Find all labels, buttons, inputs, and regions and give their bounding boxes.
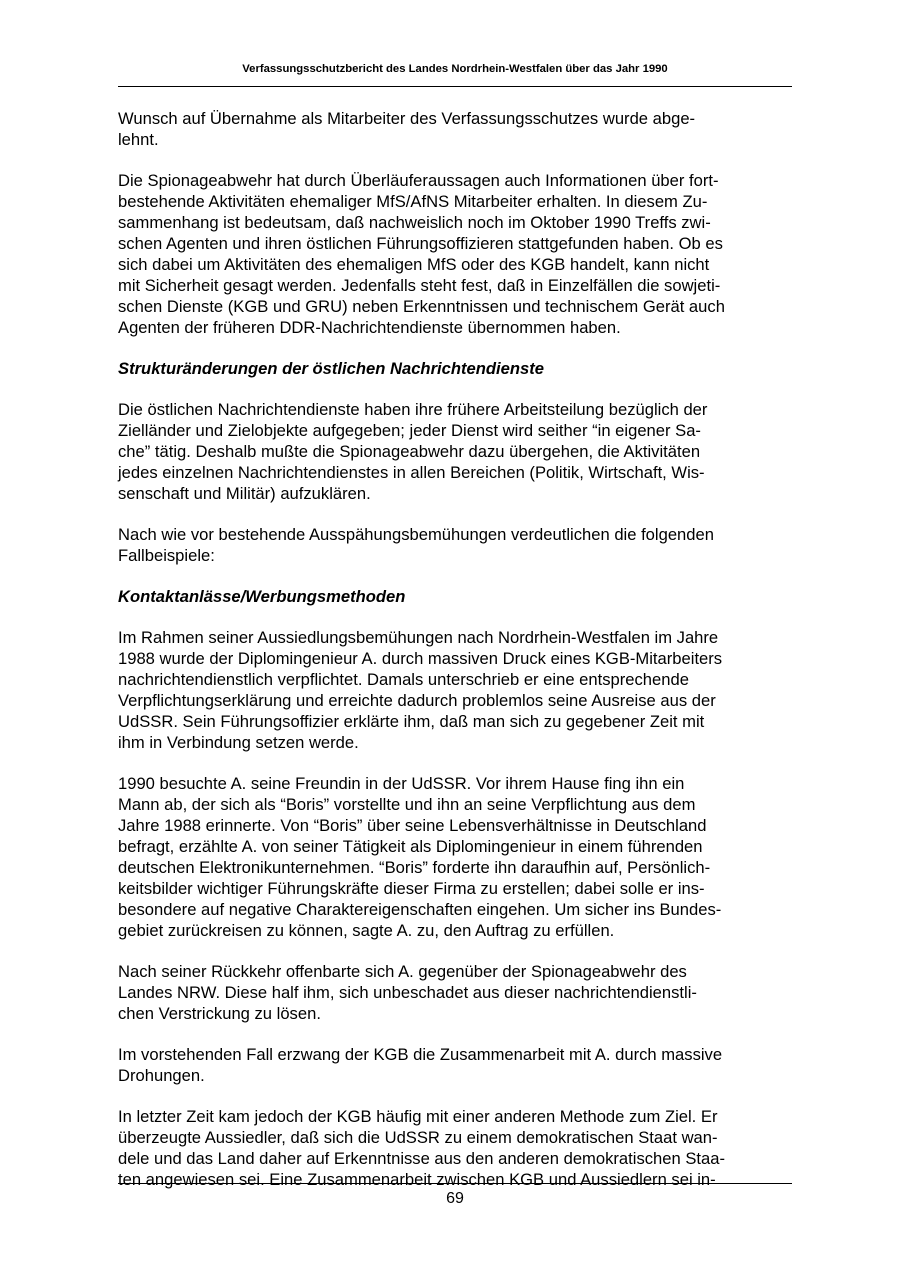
section-heading — [118, 586, 792, 607]
section-heading — [118, 358, 792, 379]
text-line: Im Rahmen seiner Aussiedlungsbemühungen nach Nordrhein-Westfalen im Jahre — [118, 628, 719, 647]
text-line: Die östlichen Nachrichtendienste haben ihre frühere Arbeitsteilung bezüglich der — [118, 400, 708, 419]
text-line: befragt, erzählte A. von seiner Tätigkeit als Diplomingenieur in einem führenden — [118, 837, 703, 856]
text-line: Die Spionageabwehr hat durch Überläuferaussagen auch Informationen über fort- — [118, 171, 719, 190]
text-line: besondere auf negative Charaktereigenschaften eingehen. Um sicher ins Bundes- — [118, 900, 722, 919]
text-line: sammenhang ist bedeutsam, daß nachweislich noch im Oktober 1990 Treffs zwi- — [118, 213, 711, 232]
text-line: Nach wie vor bestehende Ausspähungsbemühungen verdeutlichen die folgenden — [118, 525, 714, 544]
text-line: ihm in Verbindung setzen werde. — [118, 733, 359, 752]
text-line: Wunsch auf Übernahme als Mitarbeiter des Verfassungsschutzes wurde abge- — [118, 109, 696, 128]
text-line: chen Verstrickung zu lösen. — [118, 1004, 321, 1023]
text-line: Zielländer und Zielobjekte aufgegeben; jeder Dienst wird seither “in eigener Sa- — [118, 421, 701, 440]
paragraph — [118, 961, 792, 1024]
heading-text: Kontaktanlässe/Werbungsmethoden — [118, 587, 406, 606]
text-line: Im vorstehenden Fall erzwang der KGB die Zusammenarbeit mit A. durch massive — [118, 1045, 723, 1064]
paragraph — [118, 773, 792, 941]
paragraph — [118, 170, 792, 338]
text-line: jedes einzelnen Nachrichtendienstes in allen Bereichen (Politik, Wirtschaft, Wis- — [118, 463, 705, 482]
footer-divider — [118, 1183, 792, 1184]
text-line: lehnt. — [118, 130, 159, 149]
text-line: keitsbilder wichtiger Führungskräfte dieser Firma zu erstellen; dabei solle er ins- — [118, 879, 705, 898]
heading-text: Strukturänderungen der östlichen Nachrichtendienste — [118, 359, 544, 378]
text-line: schen Agenten und ihren östlichen Führungsoffizieren stattgefunden haben. Ob es — [118, 234, 723, 253]
page-number: 69 — [446, 1190, 464, 1207]
text-line: nachrichtendienstlich verpflichtet. Damals unterschrieb er eine entsprechende — [118, 670, 689, 689]
paragraph — [118, 627, 792, 753]
text-line: 1988 wurde der Diplomingenieur A. durch massiven Druck eines KGB-Mitarbeiters — [118, 649, 723, 668]
text-line: Landes NRW. Diese half ihm, sich unbeschadet aus dieser nachrichtendienstli- — [118, 983, 697, 1002]
text-line: UdSSR. Sein Führungsoffizier erklärte ihm, daß man sich zu gegebener Zeit mit — [118, 712, 705, 731]
paragraph — [118, 399, 792, 504]
text-line: Verpflichtungserklärung und erreichte dadurch problemlos seine Ausreise aus der — [118, 691, 716, 710]
text-line: mit Sicherheit gesagt werden. Jedenfalls steht fest, daß in Einzelfällen die sowjeti- — [118, 276, 721, 295]
text-line: Drohungen. — [118, 1066, 205, 1085]
text-line: che” tätig. Deshalb mußte die Spionageabwehr dazu übergehen, die Aktivitäten — [118, 442, 701, 461]
text-line: ten angewiesen sei. Eine Zusammenarbeit zwischen KGB und Aussiedlern sei in- — [118, 1170, 716, 1189]
text-line: Jahre 1988 erinnerte. Von “Boris” über seine Lebensverhältnisse in Deutschland — [118, 816, 707, 835]
paragraph — [118, 1044, 792, 1086]
text-line: überzeugte Aussiedler, daß sich die UdSSR zu einem demokratischen Staat wan- — [118, 1128, 718, 1147]
running-header: Verfassungsschutzbericht des Landes Nordrhein-Westfalen über das Jahr 1990 — [242, 63, 668, 75]
text-line: schen Dienste (KGB und GRU) neben Erkenntnissen und technischem Gerät auch — [118, 297, 725, 316]
paragraph — [118, 1106, 792, 1190]
text-line: deutschen Elektronikunternehmen. “Boris” forderte ihn daraufhin auf, Persönlich- — [118, 858, 711, 877]
paragraph — [118, 524, 792, 566]
text-line: Nach seiner Rückkehr offenbarte sich A. gegenüber der Spionageabwehr des — [118, 962, 687, 981]
text-line: sich dabei um Aktivitäten des ehemaligen MfS oder des KGB handelt, kann nicht — [118, 255, 710, 274]
paragraph — [118, 108, 792, 150]
text-line: senschaft und Militär) aufzuklären. — [118, 484, 371, 503]
text-line: bestehende Aktivitäten ehemaliger MfS/AfNS Mitarbeiter erhalten. In diesem Zu- — [118, 192, 708, 211]
page-body — [118, 108, 792, 1210]
header-divider — [118, 86, 792, 87]
text-line: Agenten der früheren DDR-Nachrichtendienste übernommen haben. — [118, 318, 621, 337]
text-line: dele und das Land daher auf Erkenntnisse aus den anderen demokratischen Staa- — [118, 1149, 726, 1168]
text-line: Mann ab, der sich als “Boris” vorstellte und ihn an seine Verpflichtung aus dem — [118, 795, 696, 814]
text-line: 1990 besuchte A. seine Freundin in der UdSSR. Vor ihrem Hause fing ihn ein — [118, 774, 685, 793]
text-line: Fallbeispiele: — [118, 546, 215, 565]
text-line: gebiet zurückreisen zu können, sagte A. zu, den Auftrag zu erfüllen. — [118, 921, 615, 940]
text-line: In letzter Zeit kam jedoch der KGB häufig mit einer anderen Methode zum Ziel. Er — [118, 1107, 718, 1126]
